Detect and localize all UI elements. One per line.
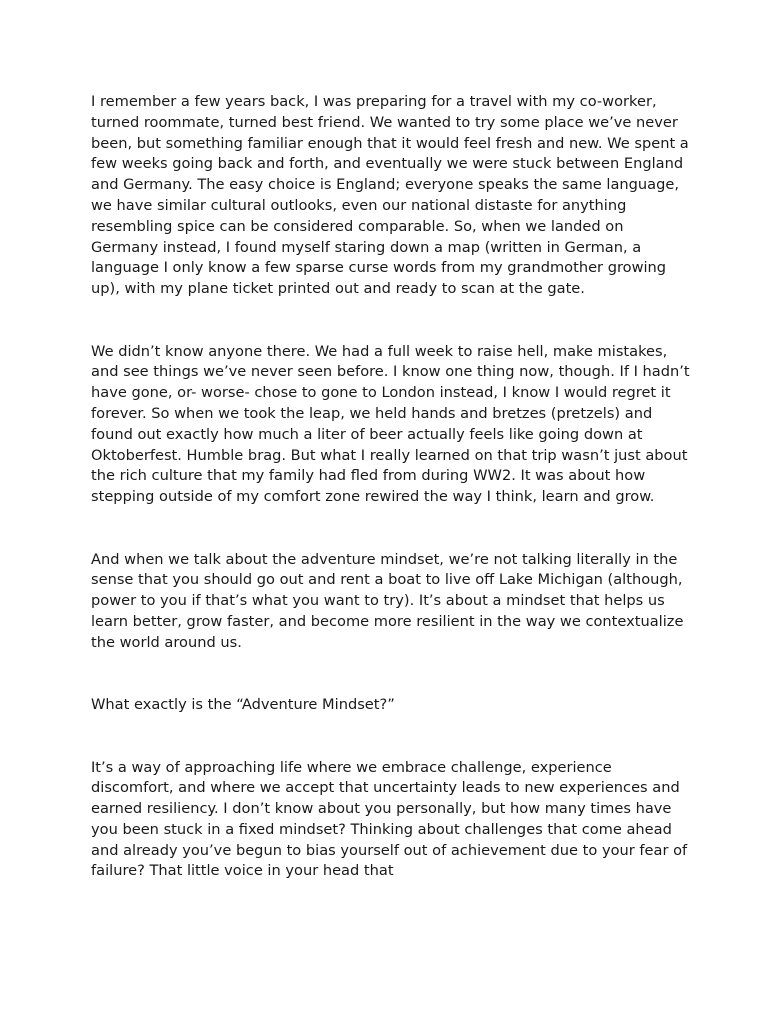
document-body bbox=[91, 92, 691, 882]
paragraph-adventure-mindset-intro: And when we talk about the adventure mindset, we’re not talking literally in the sense that you should go out and rent a boat to live off Lake Michigan (although, power to you if that’s what you want to try). It’s about a mindset that helps us learn better, grow faster, and become more resilient in the way we contextualize the world around us. bbox=[91, 550, 684, 651]
paragraph-adventure-mindset-definition: It’s a way of approaching life where we embrace challenge, experience discomfort, and where we accept that uncertainty leads to new experiences and earned resiliency. I don’t know about you personally, but how many times have you been stuck in a fixed mindset? Thinking about challenges that come ahead and already you’ve begun to bias yourself out of achievement due to your fear of failure? That little voice in your head that bbox=[91, 758, 688, 880]
section-heading-adventure-mindset: What exactly is the “Adventure Mindset?” bbox=[91, 696, 395, 714]
paragraph-germany-trip: I remember a few years back, I was preparing for a travel with my co-worker, turned roommate, turned best friend. We wanted to try some place we’ve never been, but something familiar enough that it would feel fresh and new. We spent a few weeks going back and forth, and eventually we were stuck between England and Germany. The easy choice is England; everyone speaks the same language, we have similar cultural outlooks, even our national distaste for anything resembling spice can be considered comparable. So, when we landed on Germany instead, I found myself staring down a map (written in German, a language I only know a few sparse curse words from my grandmother growing up), with my plane ticket printed out and ready to scan at the gate. bbox=[91, 93, 689, 298]
paragraph-oktoberfest: We didn’t know anyone there. We had a full week to raise hell, make mistakes, and see things we’ve never seen before. I know one thing now, though. If I hadn’t have gone, or- worse- chose to gone to London instead, I know I would regret it forever. So when we took the leap, we held hands and bretzes (pretzels) and found out exactly how much a liter of beer actually feels like going down at Oktoberfest. Humble brag. But what I really learned on that trip wasn’t just about the rich culture that my family had fled from during WW2. It was about how stepping outside of my comfort zone rewired the way I think, learn and grow. bbox=[91, 342, 690, 506]
